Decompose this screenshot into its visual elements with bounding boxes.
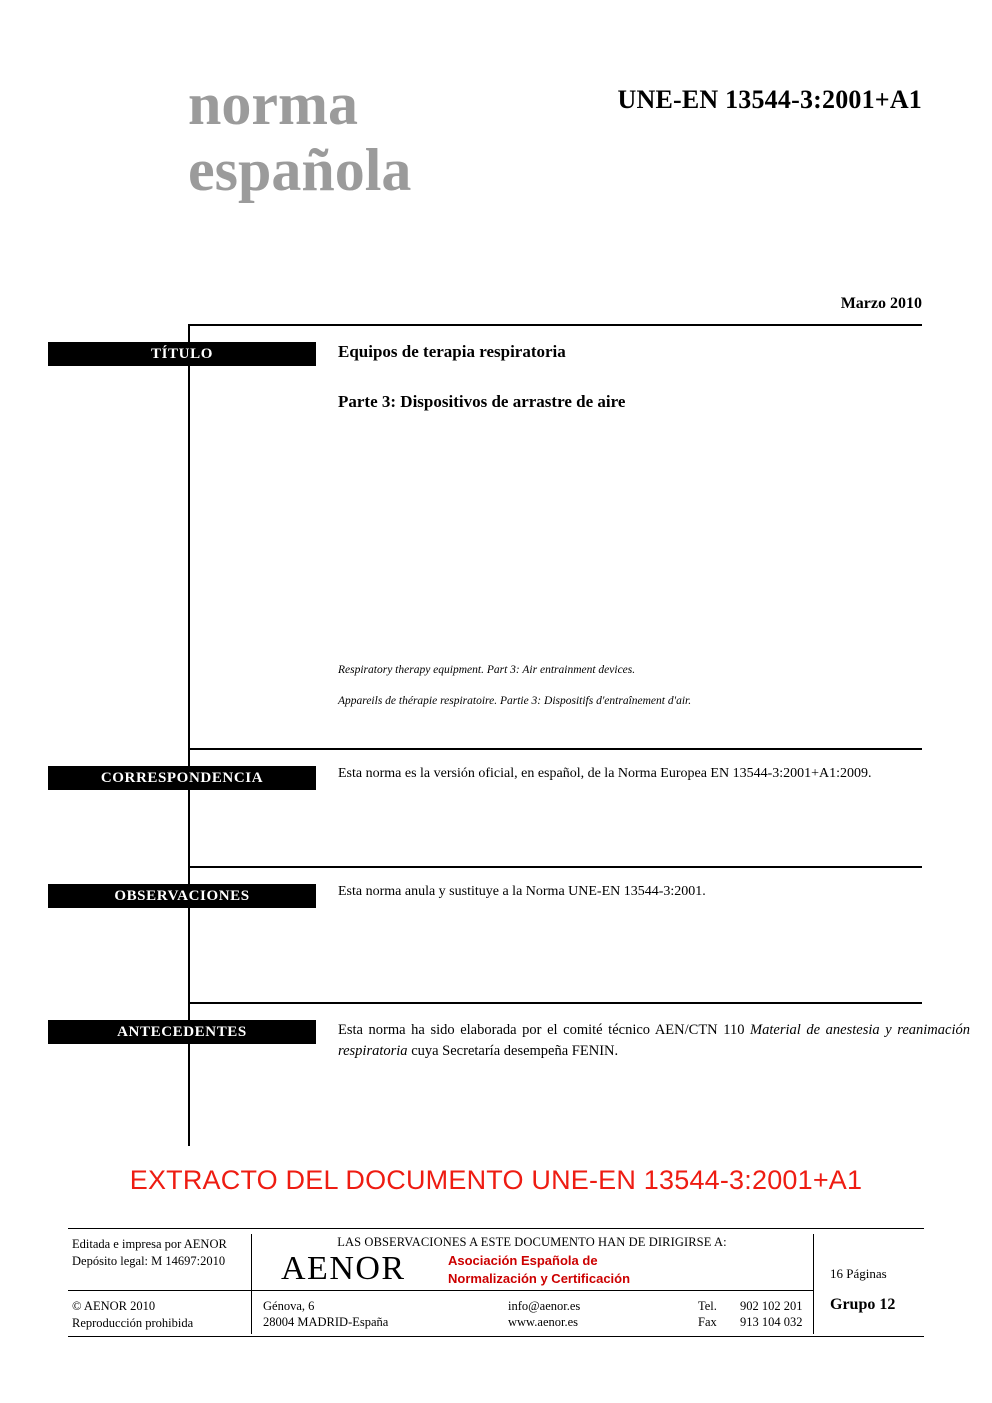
footer-group: Grupo 12 — [830, 1296, 896, 1313]
footer-tel-value: 902 102 201 — [740, 1299, 803, 1313]
standard-reference-code: UNE-EN 13544-3:2001+A1 — [617, 85, 922, 114]
footer-copyright-line2: Reproducción prohibida — [72, 1315, 194, 1330]
footer-address-line2: 28004 MADRID-España — [263, 1315, 389, 1329]
footer-page-count: 16 Páginas — [830, 1266, 887, 1281]
publication-date: Marzo 2010 — [840, 295, 922, 312]
logo-espanola: española — [188, 137, 412, 203]
footer-brand-subtitle-line1: Asociación Española de — [448, 1253, 598, 1268]
title-main: Equipos de terapia respiratoria — [338, 342, 566, 361]
masthead — [0, 60, 992, 230]
observaciones-text: Esta norma anula y sustituye a la Norma UNE-EN 13544-3:2001. — [338, 884, 706, 899]
antecedentes-text — [338, 1020, 970, 1062]
label-correspondencia: CORRESPONDENCIA — [48, 766, 316, 790]
extract-banner: EXTRACTO DEL DOCUMENTO UNE-EN 13544-3:2001+A1 — [129, 1165, 863, 1195]
footer-copyright — [72, 1298, 193, 1332]
footer-editor-line1: Editada e impresa por AENOR — [72, 1237, 227, 1251]
footer-rule-top — [68, 1228, 924, 1229]
footer-rule-mid-left — [68, 1290, 251, 1291]
footer-brand-subtitle — [448, 1252, 630, 1287]
footer-fax-value: 913 104 032 — [740, 1315, 803, 1329]
footer-rule-mid-center — [251, 1290, 813, 1291]
footer-email[interactable]: info@aenor.es — [508, 1299, 581, 1313]
footer-tel-label: Tel. — [698, 1299, 717, 1313]
antecedentes-text-italic: Material de anestesia y reanimación respiratoria — [338, 1022, 970, 1060]
table-rule-antecedentes — [188, 1002, 922, 1004]
footer-fax-label: Fax — [698, 1315, 717, 1329]
footer-editor-line2: Depósito legal: M 14697:2010 — [72, 1253, 226, 1268]
antecedentes-text-part2: cuya Secretaría desempeña FENIN. — [407, 1043, 619, 1060]
metadata-table — [48, 324, 970, 1146]
title-part: Parte 3: Dispositivos de arrastre de aire — [338, 392, 626, 411]
footer-website[interactable]: www.aenor.es — [508, 1315, 579, 1329]
table-rule-top — [188, 324, 922, 326]
table-rule-observaciones — [188, 866, 922, 868]
label-titulo: TÍTULO — [48, 342, 316, 366]
footer-address-line1: Génova, 6 — [263, 1299, 315, 1313]
footer-brand-subtitle-line2: Normalización y Certificación — [448, 1270, 631, 1286]
footer-brand: AENOR — [281, 1250, 406, 1287]
title-french: Appareils de thérapie respiratoire. Partie 3: Dispositifs d'entraînement d'air. — [338, 695, 692, 707]
label-antecedentes: ANTECEDENTES — [48, 1020, 316, 1044]
title-english: Respiratory therapy equipment. Part 3: Air entrainment devices. — [338, 664, 636, 676]
label-observaciones: OBSERVACIONES — [48, 884, 316, 908]
footer-copyright-line1: © AENOR 2010 — [72, 1299, 156, 1313]
logo-norma: norma — [188, 71, 358, 137]
footer-rule-bottom — [68, 1336, 924, 1337]
footer-rule-right-vertical — [813, 1234, 814, 1334]
footer — [68, 1228, 924, 1338]
correspondencia-text: Esta norma es la versión oficial, en español, de la Norma Europea EN 13544-3:2001+A1:2009. — [338, 766, 872, 781]
footer-editor — [72, 1236, 227, 1270]
footer-observations-notice: LAS OBSERVACIONES A ESTE DOCUMENTO HAN DE DIRIGIRSE A: — [337, 1235, 727, 1249]
table-rule-correspondencia — [188, 748, 922, 750]
antecedentes-text-part1: Esta norma ha sido elaborada por el comité técnico AEN/CTN 110 — [338, 1022, 751, 1038]
